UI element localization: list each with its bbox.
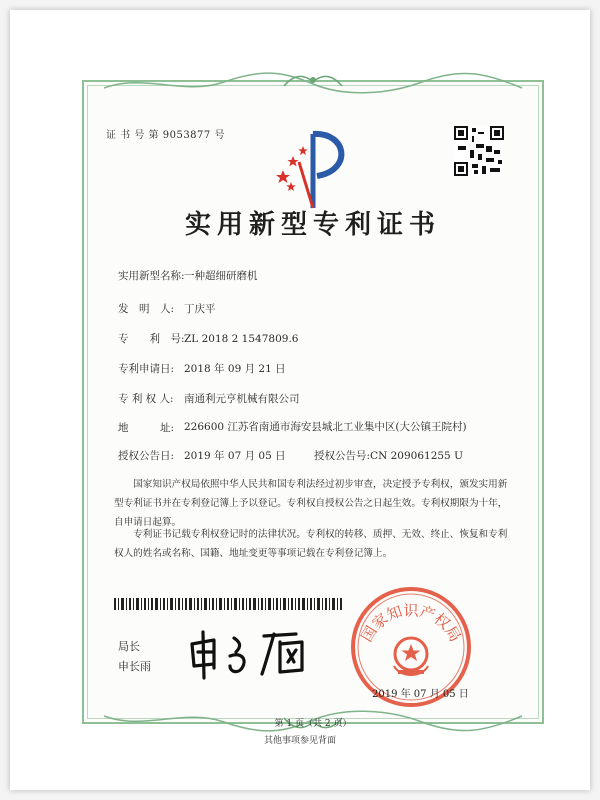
field-value: 226600 江苏省南通市海安县城北工业集中区(大公镇王院村) — [184, 421, 467, 433]
field-inventor — [118, 301, 216, 316]
field-value: 2018 年 09 月 21 日 — [184, 363, 286, 375]
field-label: 授权公告日: — [118, 450, 175, 462]
paragraph-grant-statement: 国家知识产权局依照中华人民共和国专利法经过初步审查，决定授予专利权，颁发实用新型专利证书并在专利登记簿上予以登记。专利权自授权公告之日起生效。专利权期限为十年，自申请日起算。 — [114, 479, 508, 528]
field-label: 实用新型名称: — [118, 270, 185, 282]
field-patentee — [118, 391, 300, 406]
page-number: 第 1 页（共 2 页） — [274, 719, 352, 729]
field-label: 地 址: — [118, 422, 175, 434]
field-value: ZL 2018 2 1547809.6 — [184, 333, 299, 345]
certificate-frame — [10, 10, 590, 790]
patent-office-logo-icon — [269, 122, 369, 212]
certificate-body — [82, 80, 544, 729]
paragraph-legal-status: 专利证书记载专利权登记时的法律状况。专利权的转移、质押、无效、终止、恢复和专利权人的姓名或名称、国籍、地址变更等事项记载在专利登记簿上。 — [114, 529, 508, 559]
director-name: 申长雨 — [118, 660, 151, 673]
field-label: 专 利 号: — [118, 333, 185, 345]
cert-number-label: 证 书 号 第 — [106, 130, 160, 141]
director-title: 局长 — [118, 640, 140, 653]
field-value: 南通利元亨机械有限公司 — [184, 393, 300, 405]
field-grant-number — [314, 448, 463, 463]
field-value: 丁庆平 — [184, 303, 216, 315]
top-ornament-icon — [84, 68, 542, 98]
certificate-title: 实用新型专利证书 — [184, 210, 441, 240]
field-label: 授权公告号: — [314, 450, 371, 462]
field-patent-number — [118, 331, 298, 346]
field-address — [118, 420, 484, 435]
director-signature-icon — [184, 622, 324, 682]
certificate-number — [106, 126, 225, 141]
field-value: 一种超细研磨机 — [184, 270, 258, 282]
field-value: CN 209061255 U — [370, 450, 463, 462]
field-label: 发 明 人: — [118, 303, 175, 315]
qr-code-icon — [454, 126, 504, 176]
field-label: 专 利 权 人: — [118, 393, 174, 405]
barcode-icon — [114, 598, 344, 610]
field-utility-model-name — [118, 268, 258, 283]
field-grant-date — [118, 448, 286, 463]
cert-number-value: 9053877 — [162, 130, 211, 141]
field-application-date — [118, 361, 286, 376]
field-label: 专利申请日: — [118, 363, 175, 375]
cert-number-suffix: 号 — [214, 130, 225, 141]
footer-note: 其他事项参见背面 — [263, 736, 336, 746]
field-value: 2019 年 07 月 05 日 — [184, 450, 286, 462]
seal-date: 2019 年 07 月 05 日 — [372, 689, 469, 700]
seal-text: 国家知识产权局 — [357, 601, 465, 645]
